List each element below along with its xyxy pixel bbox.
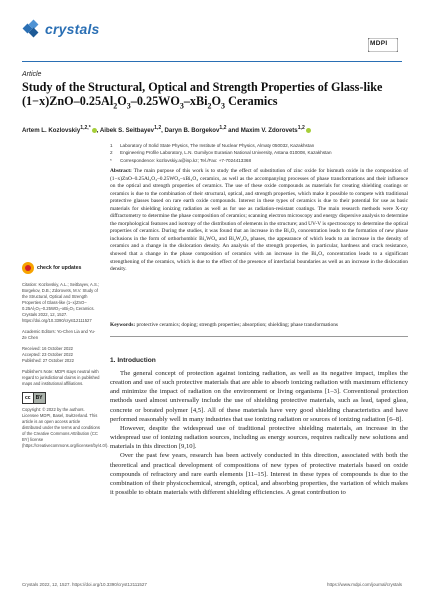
- author-name[interactable]: Aibek S. Seitbayev: [99, 127, 155, 135]
- article-type: Article: [22, 71, 42, 78]
- publisher-name: MDPI: [370, 40, 388, 47]
- cc-icon: cc: [22, 392, 34, 404]
- body-paragraph: Over the past few years, research has been actively conducted in this direction, associated with both the theoretical and practical development of compositions of new types of protective materials based on oxide compounds of refractory and rare earth elements [11–15]. Interest in these types of compounds is due to the combination of their physicochemical, strength, optical, and absorbing properties, the variation of which makes it possible to obtain materials with different shielding efficiencies. A great contribution to: [110, 452, 408, 497]
- abstract-label: Abstract:: [110, 168, 132, 174]
- received-date: Received: 16 October 2022: [22, 346, 73, 351]
- author-name[interactable]: Maxim V. Zdorovets: [240, 127, 298, 135]
- affiliation-item: 1 Laboratory of Solid State Physics, The Institute of Nuclear Physics, Almaty 050032, Kazakhstan: [110, 143, 315, 148]
- orcid-icon[interactable]: [92, 128, 97, 133]
- footer-citation[interactable]: Crystals 2022, 12, 1527. https://doi.org/10.3390/cryst12111527: [22, 582, 147, 587]
- abstract: [110, 168, 408, 274]
- author-name[interactable]: Daryn B. Borgekov: [164, 127, 220, 135]
- check-updates-button[interactable]: [22, 262, 100, 274]
- article-title: Study of the Structural, Optical and Strength Properties of Glass-like $(1-x)ZnO-0.25Al_2O_3-0.25WO_3-xBi_2O_3$ Ceramics: [22, 80, 383, 111]
- sidebar: [22, 262, 109, 454]
- abstract-text: The main purpose of this work is to study the effect of substitution of zinc oxide for bismuth oxide in the composition of (1−x)ZnO–0.25Al₂O₃–0.25WO₃–xBi₂O₃ ceramics, as well as the accompanying processes of phase transformations and their influence on the optical and strength properties of ceramics. The use of these oxide compounds as materials for creating shielding coatings or ceramics is due to the combination of their structural, optical, and strength properties, which make it possible to compete with traditional protective glasses based on rare earth oxide compounds. Interest in these types of ceramics is due to their potential for use as basic materials for shielding ionizing radiation as well as for use as radiation-resistant coatings. The main research methods were X-ray diffractometry to determine the phase composition of ceramics; scanning electron microscopy and energy dispersive analysis to determine the morphological features and isotropy of the distribution of elements in the structure; and UV-V is spectroscopy to determine the optical properties of ceramics. During the studies, it was found that an increase in the Bi₂O₃ concentration leads to the formation of new phase inclusions in the form of orthorhombic Bi₂WO₆ and Bi₂W₂O₉ phases, the appearance of which leads to an increase in the density of ceramics and a change in the dislocation density. An analysis of the strength properties, in particular, hardness and crack resistance, showed that a change in the phase composition of ceramics with an increase in the Bi₂O₃ concentration leads to a significant strengthening of the ceramics, which is due to the effect of the presence of interfacial boundaries as well as an increase in the dislocation density.: [110, 168, 408, 273]
- journal-header: [0, 0, 424, 62]
- check-updates-label: check for updates: [37, 265, 82, 271]
- affiliation-item: 2 Engineering Profile Laboratory, L.N. Gumilyov Eurasian National University, Astana 010008, Kazakhstan: [110, 150, 332, 156]
- introduction-body: [110, 369, 408, 497]
- check-updates-icon: [22, 262, 34, 274]
- journal-name: crystals: [45, 21, 100, 37]
- journal-logo[interactable]: [23, 20, 100, 38]
- keywords: [110, 322, 408, 328]
- by-icon: BY: [34, 392, 46, 404]
- section-heading: 1. Introduction: [110, 357, 156, 364]
- cc-by-license-badge[interactable]: [22, 392, 100, 404]
- keywords-label: Keywords:: [110, 322, 136, 328]
- header-divider: [22, 61, 402, 62]
- correspondence: * Correspondence: kozlovskiy.a@inp.kz; Tel./Fax: +7-7024413368: [110, 157, 252, 163]
- body-paragraph: The general concept of protection against ionizing radiation, as well as its negative impact, implies the creation and use of such protective materials that are able to absorb ionizing radiation with maximum efficiency and minimize the impact of radiation on the environment or living organisms [1–3]. Conventional protection methods used almost universally include the use of shielding protective materials, such as lead, taped glass, concrete or borated polymer [4,5]. All of these materials have very good shielding characteristics and have performed reasonably well in many industries that use ionizing radiation or sources of ionizing radiation [6–8].: [110, 370, 408, 423]
- author-list: Artem L. Kozlovskiy$^{1,2,*}$ , Aibek S. Seitbayev$^{1,2}$, Daryn B. Borgekov$^{1,2}$ and Maxim V. Zdorovets$^{1,2}$: [22, 125, 412, 134]
- accepted-date: Accepted: 23 October 2022: [22, 352, 73, 357]
- section-divider: [110, 336, 408, 337]
- citation: Citation: Kozlovskiy, A.L.; Seitbayev, A.S.; Borgekov, D.B.; Zdorovets, M.V. Study of the Structural, Optical and Strength Properties of Glass-like (1−x)ZnO–0.25Al₂O₃–0.25WO₃–xBi₂O₃ Ceramics. Crystals 2022, 12, 1527. https://doi.org/10.3390/cryst12111527: [22, 282, 100, 323]
- publisher-note: Publisher's Note: MDPI stays neutral with regard to jurisdictional claims in published maps and institutional affiliations.: [22, 369, 100, 386]
- orcid-icon[interactable]: [306, 128, 311, 133]
- author-name[interactable]: Artem L. Kozlovskiy: [22, 127, 81, 135]
- body-paragraph: However, despite the widespread use of traditional protective shielding materials, an increase in the widespread use of ionizing radiation sources, including as energy sources, requires radically new solutions and materials in this direction [9,10].: [110, 424, 408, 451]
- keywords-text: protective ceramics; doping; strength properties; absorption; shielding; phase transformations: [136, 322, 339, 328]
- affiliations: [110, 142, 410, 164]
- published-date: Published: 27 October 2022: [22, 358, 74, 363]
- copyright-notice: Copyright: © 2022 by the authors. Licensee MDPI, Basel, Switzerland. This article is an open access article distributed under the terms and conditions of the Creative Commons Attribution (CC BY) license (https://creativecommons.org/licenses/by/4.0/).: [22, 407, 109, 448]
- publisher-logo[interactable]: [368, 38, 398, 52]
- academic-editors: Academic Editors: Yo-Chen Lia and Yu-Ze Chen: [22, 329, 96, 340]
- footer-journal-link[interactable]: https://www.mdpi.com/journal/crystals: [326, 582, 402, 587]
- crystals-logo-icon: [23, 20, 41, 38]
